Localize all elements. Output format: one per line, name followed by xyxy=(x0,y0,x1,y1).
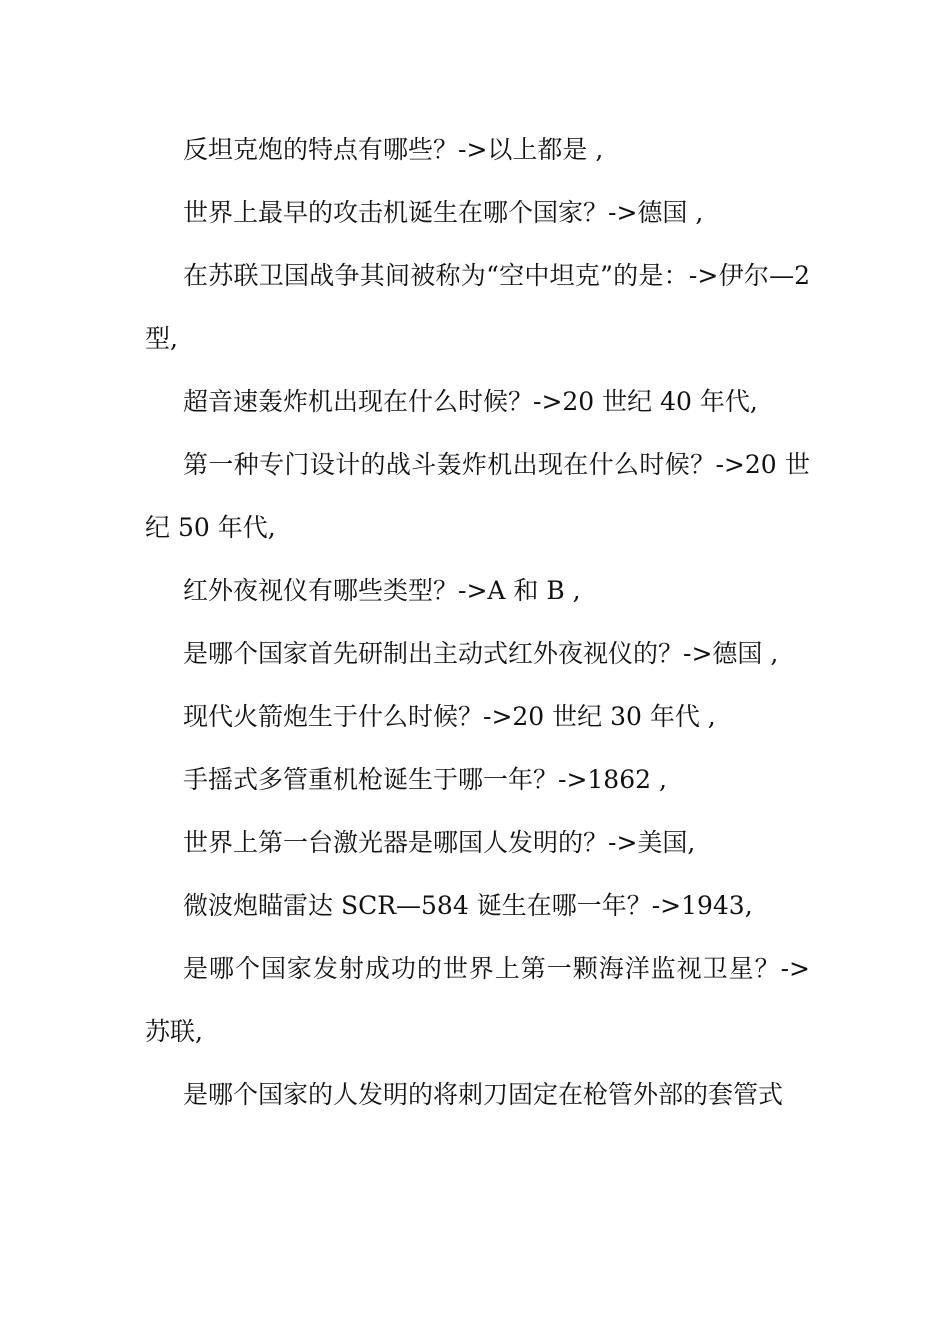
paragraph: 是哪个国家发射成功的世界上第一颗海洋监视卫星？->苏联, xyxy=(145,954,810,1046)
paragraph: 是哪个国家首先研制出主动式红外夜视仪的？->德国 , xyxy=(183,639,779,668)
paragraph: 是哪个国家的人发明的将刺刀固定在枪管外部的套管式 xyxy=(183,1080,784,1109)
paragraph: 微波炮瞄雷达 SCR—584 诞生在哪一年？->1943, xyxy=(183,891,753,920)
paragraph: 第一种专门设计的战斗轰炸机出现在什么时候？->20 世纪 50 年代, xyxy=(145,450,810,542)
paragraph: 世界上最早的攻击机诞生在哪个国家？->德国 , xyxy=(183,198,704,227)
paragraph: 世界上第一台激光器是哪国人发明的？->美国, xyxy=(183,828,696,857)
document-body xyxy=(145,118,810,1126)
paragraph: 手摇式多管重机枪诞生于哪一年？->1862 , xyxy=(183,765,667,794)
paragraph: 超音速轰炸机出现在什么时候？->20 世纪 40 年代, xyxy=(183,387,758,416)
paragraph: 在苏联卫国战争其间被称为“空中坦克”的是：->伊尔—2 型, xyxy=(145,261,810,353)
paragraph: 反坦克炮的特点有哪些？->以上都是 , xyxy=(183,135,604,164)
paragraph: 红外夜视仪有哪些类型？->A 和 B , xyxy=(183,576,581,605)
paragraph: 现代火箭炮生于什么时候？->20 世纪 30 年代 , xyxy=(183,702,716,731)
